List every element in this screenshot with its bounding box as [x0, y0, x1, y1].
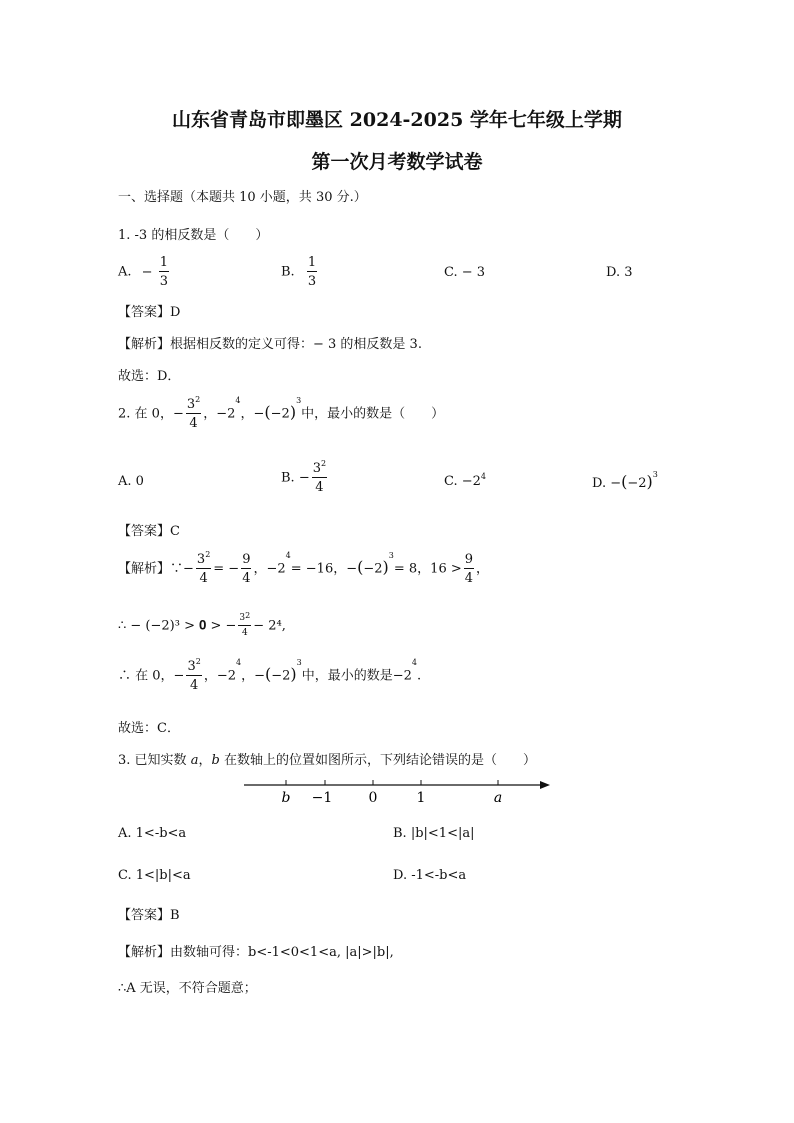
q2-stem-exp3: 3: [296, 396, 302, 405]
q1-option-a-fraction: [159, 256, 169, 288]
q2-option-b-exp: 2: [321, 459, 327, 468]
q2-analysis-mid1: ，−2: [253, 561, 286, 577]
q2-option-b-prefix: B. −: [281, 470, 310, 486]
q2-option-d-neg2: −2: [627, 476, 647, 491]
q1-stem: 1. -3 的相反数是（ ）: [118, 228, 269, 243]
q2-therefore-1-den: 4: [241, 628, 248, 638]
q2-conclusion: 故选：C．: [118, 721, 180, 736]
q3-option-b: B. |b|<1<|a|: [393, 826, 475, 841]
q3-stem-prefix: 3. 已知实数: [118, 753, 187, 768]
q1-option-c: C. − 3: [444, 265, 486, 280]
q2-option-c-text: C. −2: [444, 474, 481, 489]
q1-answer: 【答案】D: [118, 305, 181, 320]
q2-therefore-1-exp: 2: [245, 611, 251, 620]
q2-analysis-frac1-base: 3: [196, 552, 206, 567]
q2-therefore-2-end: .: [417, 668, 422, 684]
q2-analysis-frac3-num: 9: [464, 552, 474, 567]
q2-therefore-2-mid2: ，−: [241, 668, 265, 684]
label-minus-one: −1: [311, 790, 333, 806]
q2-stem-neg2: −2: [270, 406, 290, 422]
q3-stem-var-a: a: [190, 753, 199, 768]
q1-option-b: [281, 256, 319, 288]
q3-option-d: D. -1<-b<a: [393, 868, 467, 883]
q1-option-b-numerator: 1: [307, 255, 317, 270]
q1-option-d: D. 3: [606, 265, 633, 280]
q2-option-c: [444, 474, 486, 489]
q2-stem-frac-exp: 2: [195, 395, 201, 404]
q3-stem-suffix: 在数轴上的位置如图所示，下列结论错误的是（ ）: [223, 753, 536, 768]
q2-analysis-prefix: 【解析】∵−: [118, 561, 194, 577]
q1-option-b-denominator: 3: [307, 274, 317, 289]
q3-option-a: A. 1<-b<a: [118, 826, 187, 841]
q1-option-a: [118, 256, 171, 288]
q2-stem-frac-base: 3: [186, 397, 196, 412]
q1-option-a-denominator: 3: [159, 274, 168, 289]
q3-stem-sep: ，: [198, 753, 212, 768]
label-zero: 0: [368, 790, 378, 806]
label-b: b: [281, 790, 291, 806]
q2-analysis-frac2: [241, 553, 251, 585]
q2-option-c-exp: 4: [480, 472, 487, 481]
document-title-line2: 第一次月考数学试卷: [311, 151, 483, 173]
q2-stem-mid2: ，−: [240, 406, 265, 422]
q2-stem-frac-den: 4: [189, 416, 198, 431]
q2-option-d: D. $-(-2)^3$: [592, 470, 658, 491]
q2-therefore-1-base: 3: [239, 613, 246, 623]
q2-option-d-exp: 3: [652, 470, 658, 479]
q2-therefore-1-fraction: [238, 611, 251, 638]
label-a: a: [493, 790, 503, 806]
q2-stem-mid: ，−2: [203, 406, 236, 422]
q2-analysis-frac1-den: 4: [199, 571, 208, 586]
q2-therefore-2-prefix: ∴ 在 0，−: [118, 668, 185, 684]
q1-option-a-numerator: 1: [159, 255, 168, 270]
q2-analysis-eq1: = −: [213, 561, 240, 577]
q2-option-b: [281, 459, 329, 495]
q3-answer: 【答案】B: [118, 908, 180, 923]
q2-analysis-end: ，: [476, 561, 490, 577]
q2-analysis-exp3: 3: [388, 551, 394, 560]
q2-therefore-2-exp4b: 4: [411, 658, 418, 667]
q2-therefore-2-suffix: 中，最小的数是−2: [301, 668, 412, 684]
q2-therefore-2-exp: 2: [195, 657, 201, 666]
q2-option-b-fraction: [312, 459, 327, 495]
q2-analysis-eq2: = −16，−: [290, 561, 358, 577]
q1-option-b-prefix: B.: [281, 264, 295, 280]
q3-analysis: 【解析】由数轴可得：b<-1<0<1<a, |a|>|b|,: [118, 945, 394, 960]
q2-option-d-prefix: D. −: [592, 476, 622, 491]
q2-analysis-frac1-exp: 2: [205, 550, 211, 559]
section-heading: 一、选择题（本题共 10 小题，共 30 分.）: [118, 190, 367, 205]
q2-option-b-den: 4: [315, 480, 324, 495]
q2-stem-fraction: [186, 395, 201, 431]
number-line: [240, 772, 560, 808]
q3-option-c: C. 1<|b|<a: [118, 868, 191, 883]
q2-therefore-1-text: ∴ − (−2)³ > 𝟎 > −: [118, 618, 237, 634]
q2-therefore-2-exp4: 4: [235, 658, 242, 667]
q2-therefore-1-end: − 2⁴,: [253, 618, 286, 634]
q2-stem-prefix: 2. 在 0，−: [118, 406, 184, 422]
q3-line2: ∴A 无误，不符合题意；: [118, 981, 257, 996]
q2-therefore-2-neg2: −2: [271, 668, 291, 684]
q2-analysis-neg2: −2: [363, 561, 383, 577]
q2-analysis-frac2-den: 4: [242, 571, 251, 586]
q2-therefore-2-fraction: [186, 657, 201, 693]
q1-option-a-prefix: A.: [118, 264, 132, 280]
number-line-arrow: [540, 781, 550, 789]
q2-therefore-2-exp3: 3: [296, 658, 302, 667]
q1-analysis: 【解析】根据相反数的定义可得：− 3 的相反数是 3.: [118, 337, 422, 352]
q2-therefore-2-base: 3: [187, 659, 196, 674]
q2-therefore-2-mid: ，−2: [203, 668, 236, 684]
q2-option-a: A. 0: [118, 474, 144, 489]
q2-analysis: 【解析】∵− $\frac{3^2}{4}$ = − $\frac{9}{4}$ ，$-2^4= -16$，$-(-2)^3= 8$，16 > $\frac{9}{4}$ ，: [118, 550, 490, 586]
q3-stem-var-b: b: [211, 753, 220, 768]
document-title-line1: 山东省青岛市即墨区 2024-2025 学年七年级上学期: [172, 109, 622, 131]
q1-conclusion: 故选：D．: [118, 369, 181, 384]
q2-analysis-exp4: 4: [285, 551, 291, 560]
q2-analysis-frac2-num: 9: [242, 552, 251, 567]
q2-analysis-frac1: [196, 550, 211, 586]
q2-analysis-frac3-den: 4: [464, 571, 474, 586]
q2-answer: 【答案】C: [118, 524, 180, 539]
q2-therefore-2: ∴ 在 0，− $\frac{3^2}{4}$ ，$-2^4$，$-(-2)^3$中，最小的数是$-2^4$.: [118, 657, 422, 693]
q2-stem-suffix: 中，最小的数是（ ）: [301, 406, 445, 422]
q2-therefore-2-den: 4: [189, 678, 199, 693]
q1-option-a-sign: −: [141, 264, 153, 280]
q2-analysis-frac3: [464, 553, 474, 585]
label-one: 1: [416, 790, 426, 806]
q2-stem-exp4: 4: [235, 396, 241, 405]
q2-analysis-eq3: = 8，16 >: [393, 561, 462, 577]
q2-stem: 2. 在 0，− $\frac{3^2}{4}$ ，$-2^4$，$-(-2)^3$中，最小的数是（ ）: [118, 395, 445, 431]
q2-option-b-base: 3: [312, 461, 321, 476]
q1-option-b-fraction: [307, 256, 317, 288]
q2-therefore-1: [118, 611, 286, 638]
q3-stem: [118, 749, 536, 768]
